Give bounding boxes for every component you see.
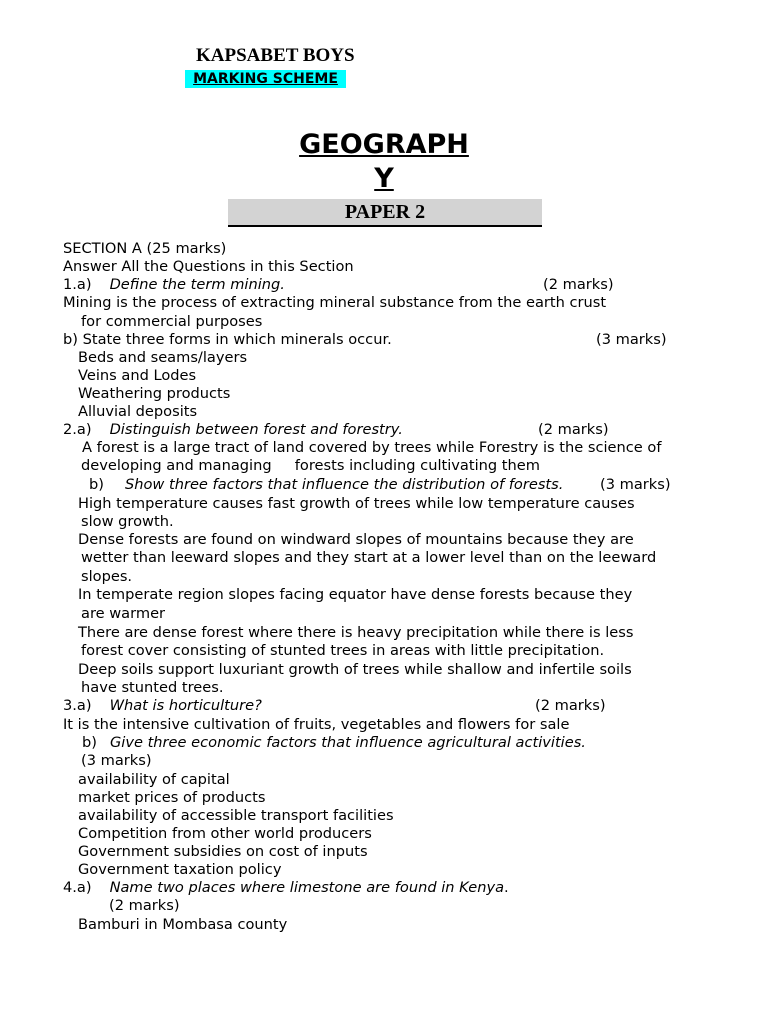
marks-label: (3 marks) [81, 752, 152, 769]
subject-title [284, 128, 484, 196]
answer-line: slow growth. [81, 513, 174, 530]
answer-point: Weathering products [78, 385, 231, 402]
section-heading: SECTION A (25 marks) [63, 240, 227, 257]
question-number: 3.a) [63, 697, 92, 714]
answer-line: slopes. [81, 568, 133, 585]
answer-point: There are dense forest where there is heavy precipitation while there is less [78, 624, 634, 641]
answer-line: for commercial purposes [81, 313, 263, 330]
question-2b [89, 476, 563, 493]
answer-point: Bamburi in Mombasa county [78, 916, 288, 933]
question-2a [63, 421, 403, 438]
school-name: KAPSABET BOYS [196, 45, 355, 66]
answer-line: are warmer [81, 605, 166, 622]
answer-point: Government taxation policy [78, 861, 282, 878]
instruction-text: Answer All the Questions in this Section [63, 258, 354, 275]
question-number: 2.a) [63, 421, 92, 438]
question-period: . [504, 879, 509, 896]
answer-point: Alluvial deposits [78, 403, 198, 420]
answer-point: availability of capital [78, 771, 230, 788]
answer-point: High temperature causes fast growth of trees while low temperature causes [78, 495, 635, 512]
question-text: Distinguish between forest and forestry. [109, 421, 403, 438]
answer-point: Competition from other world producers [78, 825, 372, 842]
question-number: b) [89, 476, 104, 493]
paper-banner: PAPER 2 [228, 199, 542, 227]
answer-line: It is the intensive cultivation of fruits, vegetables and flowers for sale [63, 716, 570, 733]
question-number: 1.a) [63, 276, 92, 293]
question-text: Define the term mining. [109, 276, 285, 293]
marks-label: (2 marks) [543, 276, 614, 293]
answer-line: wetter than leeward slopes and they start at a lower level than on the leeward [81, 549, 657, 566]
answer-point: Deep soils support luxuriant growth of trees while shallow and infertile soils [78, 661, 632, 678]
question-text: Give three economic factors that influence agricultural activities. [109, 734, 586, 751]
answer-point: availability of accessible transport facilities [78, 807, 394, 824]
answer-point: Government subsidies on cost of inputs [78, 843, 368, 860]
answer-point: market prices of products [78, 789, 266, 806]
answer-line: Mining is the process of extracting mineral substance from the earth crust [63, 294, 607, 311]
marks-label: (2 marks) [538, 421, 609, 438]
answer-line: have stunted trees. [81, 679, 224, 696]
marking-scheme-label: MARKING SCHEME [185, 70, 346, 88]
marks-label: (3 marks) [596, 331, 667, 348]
question-4a [63, 879, 509, 896]
question-text: What is horticulture? [109, 697, 262, 714]
answer-line: A forest is a large tract of land covered by trees while Forestry is the science of [82, 439, 662, 456]
subject-title-line-2: Y [374, 163, 394, 194]
marks-label: (2 marks) [535, 697, 606, 714]
answer-line: developing and managing forests including cultivating them [81, 457, 540, 474]
answer-point: Veins and Lodes [78, 367, 197, 384]
question-1b: b) State three forms in which minerals occur. [63, 331, 392, 348]
subject-title-line-1: GEOGRAPH [299, 129, 469, 160]
answer-line: forest cover consisting of stunted trees in areas with little precipitation. [81, 642, 605, 659]
question-text: Show three factors that influence the distribution of forests. [124, 476, 564, 493]
answer-point: Dense forests are found on windward slopes of mountains because they are [78, 531, 634, 548]
question-text: Name two places where limestone are found in Kenya [109, 879, 505, 896]
question-number: 4.a) [63, 879, 92, 896]
question-3b [82, 734, 586, 751]
question-3a [63, 697, 262, 714]
marks-label: (2 marks) [109, 897, 180, 914]
answer-point: Beds and seams/layers [78, 349, 248, 366]
question-1a [63, 276, 285, 293]
question-number: b) [82, 734, 97, 751]
marks-label: (3 marks) [600, 476, 671, 493]
answer-point: In temperate region slopes facing equator have dense forests because they [78, 586, 633, 603]
